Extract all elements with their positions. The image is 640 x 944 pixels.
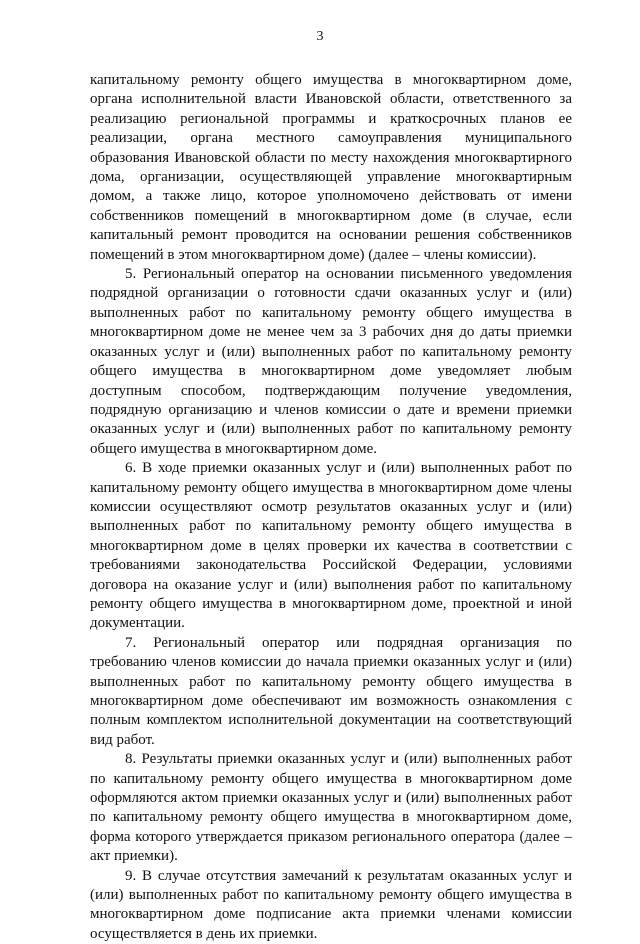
page-number: 3 [316,29,324,44]
document-body [90,71,572,944]
paragraph-8: 8. Результаты приемки оказанных услуг и (или) выполненных работ по капитальному ремонту общего имущества в многоквартирном доме оформляются актом приемки оказанных услуг и (или) выполненных работ по капитальному ремонту общего имущества в многоквартирном доме, форма которого утверждается приказом регионального оператора (далее – акт приемки). [90,751,572,865]
paragraph-6: 6. В ходе приемки оказанных услуг и (или) выполненных работ по капитальному ремонту общего имущества в многоквартирном доме члены комиссии осуществляют осмотр результатов оказанных услуг и (или) выполненных работ по капитальному ремонту общего имущества в многоквартирном доме в целях проверки их качества в соответствии с требованиями законодательства Российской Федерации, условиями договора на оказание услуг и (или) выполнения работ по капитальному ремонту общего имущества в многоквартирном доме, проектной и иной документации. [90,460,572,632]
paragraph-7: 7. Региональный оператор или подрядная организация по требованию членов комиссии до начала приемки оказанных услуг и (или) выполненных работ по капитальному ремонту общего имущества в многоквартирном доме обеспечивают им возможность ознакомления с полным комплектом исполнительной документации на соответствующий вид работ. [90,634,572,748]
paragraph-5: 5. Региональный оператор на основании письменного уведомления подрядной организации о готовности сдачи оказанных услуг и (или) выполненных работ по капитальному ремонту общего имущества в многоквартирном доме не менее чем за 3 рабочих дня до даты приемки оказанных услуг и (или) выполненных работ по капитальному ремонту общего имущества в многоквартирном доме уведомляет любым доступным способом, подтверждающим получение уведомления, подрядную организацию и членов комиссии о дате и времени приемки оказанных услуг и (или) выполненных работ по капитальному ремонту общего имущества в многоквартирном доме. [90,266,572,457]
paragraph-9: 9. В случае отсутствия замечаний к результатам оказанных услуг и (или) выполненных работ по капитальному ремонту общего имущества в многоквартирном доме подписание акта приемки членами комиссии осуществляется в день их приемки. [90,867,572,942]
paragraph-continuation: капитальному ремонту общего имущества в многоквартирном доме, органа исполнительной власти Ивановской области, ответственного за реализацию региональной программы и краткосрочных планов ее реализации, органа местного самоуправления муниципального образования Ивановской области по месту нахождения многоквартирного дома, организации, осуществляющей управление многоквартирным домом, а также лицо, которое уполномочено действовать от имени собственников помещений в многоквартирном доме (в случае, если капитальный ремонт проводится на основании решения собственников помещений в этом многоквартирном доме) (далее – члены комиссии). [90,72,572,263]
